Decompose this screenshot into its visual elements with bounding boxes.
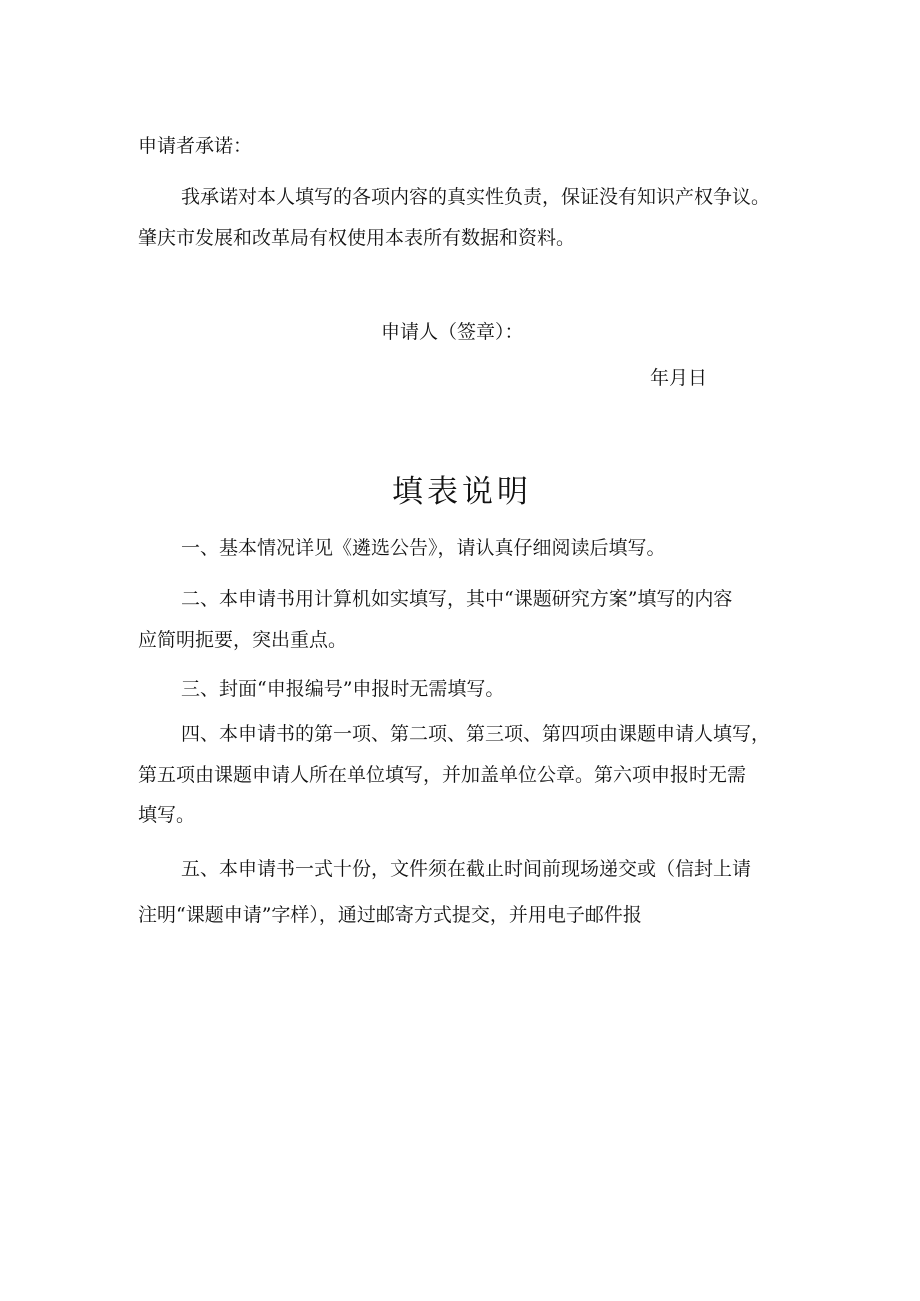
instruction-item-4-line-2: 第五项由课题申请人所在单位填写，并加盖单位公章。第六项申报时无需: [138, 764, 747, 786]
instruction-item-2-line-2: 应简明扼要，突出重点。: [138, 629, 348, 651]
instruction-item-5-line-2: 注明“课题申请”字样），通过邮寄方式提交，并用电子邮件报: [138, 904, 642, 926]
pledge-line-2: 肇庆市发展和改革局有权使用本表所有数据和资料。: [138, 227, 576, 249]
instruction-item-5-line-1: 五、本申请书一式十份，文件须在截止时间前现场递交或（信封上请: [181, 858, 752, 880]
pledge-title: 申请者承诺：: [138, 135, 253, 157]
instruction-item-3-line-1: 三、封面“申报编号”申报时无需填写。: [181, 678, 505, 700]
instruction-item-1-line-1: 一、基本情况详见《遴选公告》，请认真仔细阅读后填写。: [181, 537, 666, 559]
instructions-heading: 填表说明: [392, 474, 532, 510]
instruction-item-4-line-1: 四、本申请书的第一项、第二项、第三项、第四项由课题申请人填写，: [181, 723, 771, 745]
pledge-line-1: 我承诺对本人填写的各项内容的真实性负责，保证没有知识产权争议。: [181, 186, 771, 208]
instruction-item-4-line-3: 填写。: [138, 804, 196, 826]
instruction-item-2-line-1: 二、本申请书用计算机如实填写，其中“课题研究方案”填写的内容: [181, 588, 733, 610]
signature-label: 申请人（签章）：: [381, 321, 524, 343]
date-label: 年月日: [650, 367, 708, 389]
